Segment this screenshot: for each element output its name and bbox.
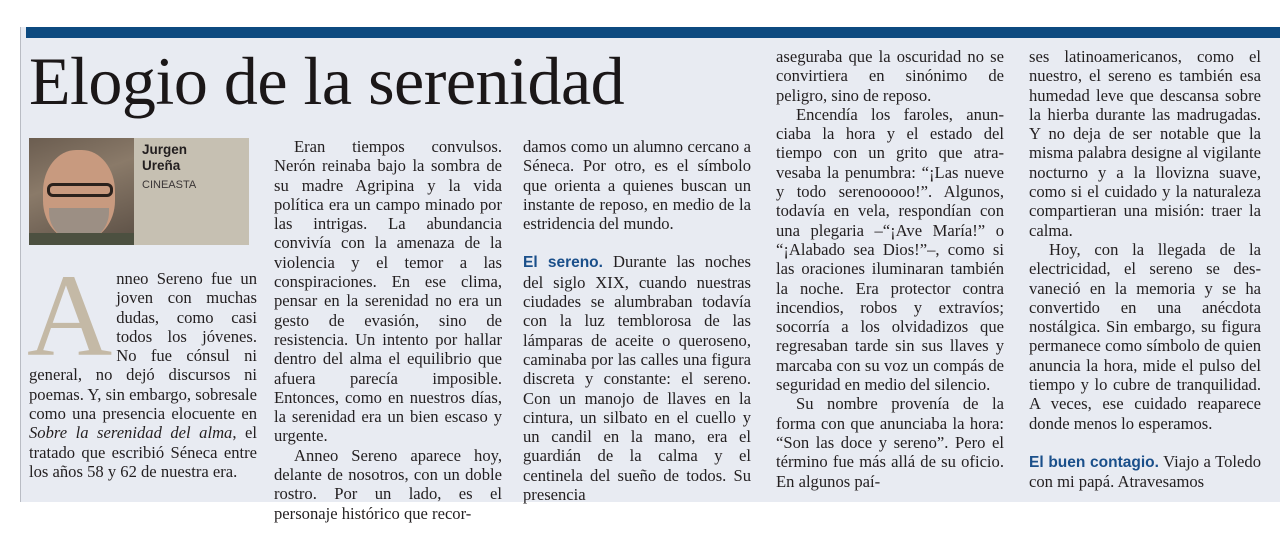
author-box	[29, 138, 249, 245]
paragraph-text: , el tratado que escribió Séneca entre los años 58 y 62 de nuestra era.	[29, 423, 257, 481]
section-color-bar	[26, 27, 1280, 38]
paragraph-text: nneo Sereno fue un joven con muchas dudas, como casi todos los jóvenes. No fue cónsul ni general, no dejó discursos ni poemas. Y, sin embargo, sobresale como una presencia elocuente en	[29, 269, 257, 424]
subhead-el-buen-contagio: El buen contagio.	[1029, 453, 1159, 471]
column-1	[27, 250, 257, 481]
subhead-el-sereno: El sereno.	[523, 254, 603, 272]
opening-paragraph	[27, 250, 257, 481]
newspaper-page	[20, 27, 1280, 523]
book-title: Sobre la serenidad del alma	[29, 423, 233, 443]
paragraph: Su nombre provenía de la forma con que anunciaba la hora: “Son las doce y sereno”. Pero el término fue más allá de su oficio. En algunos paí-	[776, 394, 1004, 491]
paragraph-with-subhead	[1029, 452, 1261, 492]
column-4	[776, 47, 1004, 491]
paragraph: Encendía los faroles, anunciaba la hora y el estado del tiempo con un grito que atravesaba la penumbra: “¡Las nueve y todo serenooooo!”. Algunos, todavía en vela, respondían con una plegaria –“¡Ave María!” o “¡Alabado sea Dios!”–, como si las oraciones iluminaran también la noche. Era protector contra incendios, robos y extravíos; socorría a los olvidadizos que regresaban tarde sin sus llaves y marcaba con su voz un compás de seguridad en medio del silencio.	[776, 104, 1004, 395]
paragraph: damos como un alumno cercano a Séneca. Por otro, es el símbolo que orienta a quienes buscan un instante de reposo, en medio de la estridencia del mundo.	[523, 137, 751, 234]
paragraph-text: Viajo a Toledo con mi papá. Atravesamos	[1029, 451, 1261, 492]
author-info	[134, 138, 196, 245]
column-3	[523, 137, 751, 504]
column-5	[1029, 47, 1261, 492]
author-role: CINEASTA	[142, 179, 197, 191]
author-name-last: Ureña	[142, 158, 181, 173]
author-shirt	[29, 233, 134, 245]
drop-cap: A	[27, 250, 113, 381]
column-2	[274, 137, 502, 523]
paragraph-with-subhead	[523, 252, 751, 504]
paragraph-text: Durante las noches del siglo XIX, cuando nuestras ciudades se alumbraban todavía con la luz temblorosa de las lámparas de aceite o queroseno, caminaba por las calles una figura discreta y constante: el sereno. Con un manojo de llaves en la cintura, un silbato en el cuello y un candil en la mano, era el guardián de la calma y el centinela del sueño de todos. Su presencia	[523, 252, 751, 505]
paragraph: Eran tiempos convulsos. Nerón reinaba bajo la sombra de su madre Agripina y la vida política era un campo minado por las intrigas. La abundancia convivía con la amenaza de la violencia y el temor a las conspiraciones. En ese clima, pensar en la serenidad no era un gesto de evasión, sino de resistencia. Un intento por hallar dentro del alma el equilibrio que afuera parecía imposible. Entonces, como en nuestros días, la serenidad era un bien escaso y urgente.	[274, 137, 502, 446]
author-photo	[29, 138, 134, 245]
paragraph: Anneo Sereno aparece hoy, delante de nosotros, con un doble rostro. Por un lado, es el personaje histórico que recor-	[274, 445, 502, 523]
paragraph: Hoy, con la llegada de la electricidad, el sereno se desvaneció en la memoria y se ha convertido en una anécdota nostálgica. Sin embargo, su figura permanece como símbolo de quien anuncia la hora, mide el pulso del tiempo y lo cubre de tranquilidad. A veces, ese cuidado reaparece donde menos lo esperamos.	[1029, 239, 1261, 433]
author-glasses	[47, 183, 113, 197]
paragraph: aseguraba que la oscuridad no se convirtiera en sinónimo de peligro, sino de reposo.	[776, 47, 1004, 105]
article-headline: Elogio de la serenidad	[29, 43, 625, 119]
author-name-first: Jurgen	[142, 142, 188, 157]
paragraph: ses latinoamericanos, como el nuestro, el sereno es también esa humedad leve que descansa sobre la hierba durante las madrugadas. Y no deja de ser notable que la misma palabra designe al vigilante nocturno y a la llovizna suave, como si el cuidado y la naturaleza compartieran una misión: traer la calma.	[1029, 47, 1261, 240]
